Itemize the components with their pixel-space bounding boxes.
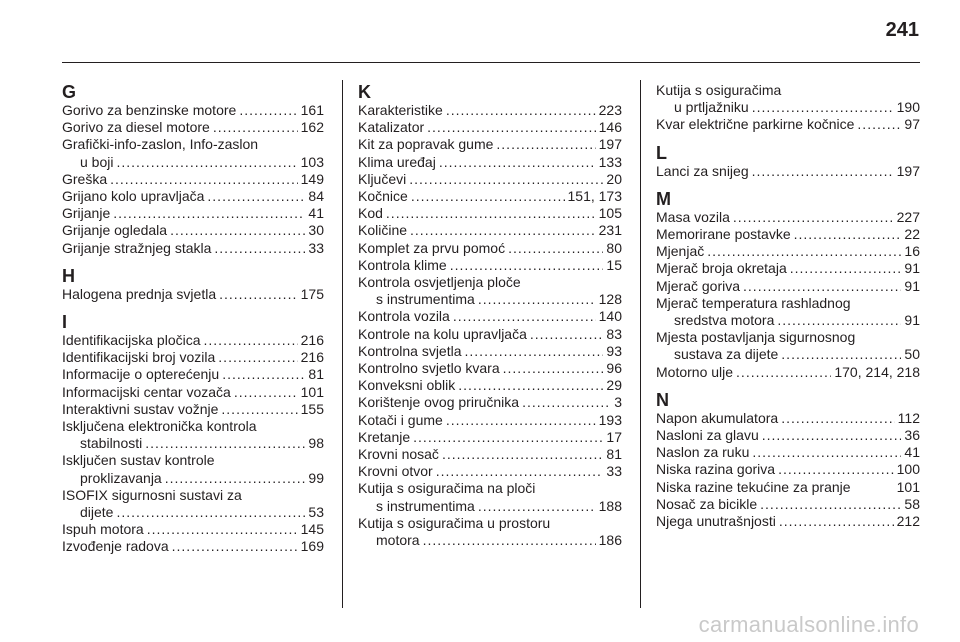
leader-dots xyxy=(778,461,894,478)
leader-dots xyxy=(496,136,595,153)
entry-text: Kontrola klime xyxy=(358,256,447,273)
leader-dots xyxy=(147,521,298,538)
entry-page: 128 xyxy=(598,291,622,308)
entry-text: Kit za popravak gume xyxy=(358,136,494,153)
leader-dots xyxy=(116,154,297,171)
entry-page: 93 xyxy=(606,342,622,359)
entry-text: Krovni otvor xyxy=(358,463,433,480)
leader-dots xyxy=(743,278,901,295)
entry-text: Isključen sustav kontrole xyxy=(62,452,215,469)
entry-text: Informacije o opterećenju xyxy=(62,366,220,383)
entry-page: 103 xyxy=(300,153,324,170)
entry-page: 91 xyxy=(904,277,920,294)
entry-text: Mjesta postavljanja sigurnosnog xyxy=(656,329,856,346)
section-letter-n: N xyxy=(656,389,669,410)
entry-subtext: sredstva motora xyxy=(674,312,775,329)
leader-dots xyxy=(478,291,596,308)
entry-text: Krovni nosač xyxy=(358,446,439,463)
entry-page: 33 xyxy=(606,463,622,480)
index-entry[interactable] xyxy=(656,461,920,478)
entry-page: 140 xyxy=(598,308,622,325)
index-entry[interactable] xyxy=(62,136,324,170)
entry-text: Lanci za snijeg xyxy=(656,162,749,179)
entry-page: 83 xyxy=(606,325,622,342)
index-entry[interactable] xyxy=(656,116,920,133)
entry-text: Isključena elektronička kontrola xyxy=(62,418,257,435)
index-entry[interactable] xyxy=(62,366,324,383)
entry-text: Kutija s osiguračima na ploči xyxy=(358,480,536,497)
index-entry[interactable] xyxy=(656,226,920,243)
index-entry[interactable] xyxy=(656,513,920,530)
entry-page: 190 xyxy=(896,99,920,116)
section-letter-i: I xyxy=(62,312,68,333)
index-entry[interactable] xyxy=(358,205,622,222)
entry-subtext: u boji xyxy=(80,153,114,170)
entry-text: Mjerač temperatura rashladnog xyxy=(656,294,851,311)
index-column-3 xyxy=(656,82,920,530)
entry-page: 105 xyxy=(598,205,622,222)
entry-text: Identifikacijski broj vozila xyxy=(62,349,216,366)
entry-text: Kontrole na kolu upravljača xyxy=(358,325,527,342)
index-entry[interactable] xyxy=(656,209,920,226)
index-entry[interactable] xyxy=(358,119,622,136)
entry-text: Grijano kolo upravljača xyxy=(62,188,205,205)
entry-page: 50 xyxy=(904,346,920,363)
entry-text: Kvar električne parkirne kočnice xyxy=(656,116,855,133)
leader-dots xyxy=(234,384,298,401)
leader-dots xyxy=(762,427,902,444)
leader-dots xyxy=(752,99,894,116)
index-entry[interactable] xyxy=(62,222,324,239)
entry-subtext: s instrumentima xyxy=(376,291,475,308)
index-entry[interactable] xyxy=(656,260,920,277)
leader-dots xyxy=(779,513,894,530)
index-entry[interactable] xyxy=(62,119,324,136)
index-entry[interactable] xyxy=(656,410,920,427)
index-entry[interactable] xyxy=(358,463,622,480)
section-letter-k: K xyxy=(358,82,371,102)
entry-page: 41 xyxy=(308,205,324,222)
entry-page: 169 xyxy=(300,538,324,555)
section-letter-l: L xyxy=(656,142,667,163)
index-entry[interactable] xyxy=(358,429,622,446)
entry-page: 162 xyxy=(300,119,324,136)
leader-dots xyxy=(423,532,596,549)
entry-text: Grijanje xyxy=(62,205,111,222)
index-entry[interactable] xyxy=(656,278,920,295)
entry-page: 3 xyxy=(614,394,622,411)
leader-dots xyxy=(781,346,901,363)
entry-page: 149 xyxy=(300,170,324,187)
entry-page: 29 xyxy=(606,377,622,394)
section-letter-h: H xyxy=(62,265,75,286)
index-entry[interactable] xyxy=(358,326,622,343)
entry-text: Kontrola osvjetljenja ploče xyxy=(358,274,521,291)
leader-dots xyxy=(465,343,604,360)
entry-page: 91 xyxy=(904,312,920,329)
leader-dots xyxy=(145,435,305,452)
leader-dots xyxy=(207,188,305,205)
entry-text: Karakteristike xyxy=(358,102,443,118)
index-entry[interactable] xyxy=(62,384,324,401)
index-entry[interactable] xyxy=(62,205,324,222)
entry-page: 81 xyxy=(606,446,622,463)
index-entry[interactable] xyxy=(656,427,920,444)
column-divider-1 xyxy=(342,80,343,608)
index-entry[interactable] xyxy=(358,154,622,171)
index-entry[interactable] xyxy=(62,171,324,188)
entry-text: Interaktivni sustav vožnje xyxy=(62,400,219,417)
index-entry[interactable] xyxy=(62,452,324,486)
entry-text: Motorno ulje xyxy=(656,363,734,380)
leader-dots xyxy=(436,463,604,480)
index-entry[interactable] xyxy=(358,446,622,463)
entry-page: 15 xyxy=(606,256,622,273)
entry-page: 97 xyxy=(904,116,920,133)
entry-page: 53 xyxy=(308,504,324,521)
entry-text: Nasloni za glavu xyxy=(656,427,759,444)
index-entry[interactable] xyxy=(358,222,622,239)
leader-dots xyxy=(170,222,305,239)
index-entry[interactable] xyxy=(358,394,622,411)
index-entry[interactable] xyxy=(62,188,324,205)
index-entry[interactable] xyxy=(62,538,324,555)
index-entry[interactable] xyxy=(358,240,622,257)
index-entry[interactable] xyxy=(656,295,920,329)
index-entry[interactable] xyxy=(358,377,622,394)
entry-page: 81 xyxy=(308,366,324,383)
entry-text: Memorirane postavke xyxy=(656,226,791,243)
entry-page: 30 xyxy=(308,222,324,239)
entry-page: 133 xyxy=(598,153,622,170)
leader-dots xyxy=(214,240,305,257)
watermark: carmanualsonline.info xyxy=(698,612,919,637)
leader-dots xyxy=(116,504,305,521)
entry-page: 36 xyxy=(904,427,920,444)
index-entry[interactable] xyxy=(656,479,920,496)
leader-dots xyxy=(707,243,901,260)
leader-dots xyxy=(446,102,596,119)
index-entry[interactable] xyxy=(62,240,324,257)
entry-text: Kotači i gume xyxy=(358,411,443,428)
entry-text: Kretanje xyxy=(358,428,411,445)
entry-text: Informacijski centar vozača xyxy=(62,383,231,400)
index-entry[interactable] xyxy=(62,487,324,521)
entry-text: Kočnice xyxy=(358,188,408,205)
entry-text: ISOFIX sigurnosni sustavi za xyxy=(62,486,242,503)
index-entry[interactable] xyxy=(62,521,324,538)
index-entry[interactable] xyxy=(656,163,920,180)
leader-dots xyxy=(113,205,305,222)
entry-text: Klima uređaj xyxy=(358,153,436,170)
entry-page: 175 xyxy=(300,285,324,302)
entry-page: 112 xyxy=(897,409,920,426)
entry-page: 96 xyxy=(606,360,622,377)
leader-dots xyxy=(478,498,596,515)
leader-dots xyxy=(857,116,901,133)
leader-dots xyxy=(794,226,902,243)
entry-page: 20 xyxy=(606,170,622,187)
entry-page: 197 xyxy=(598,136,622,153)
index-entry[interactable] xyxy=(62,286,324,303)
leader-dots xyxy=(172,538,298,555)
leader-dots xyxy=(386,205,596,222)
leader-dots xyxy=(530,326,604,343)
entry-text: Kontrolno svjetlo kvara xyxy=(358,360,500,377)
leader-dots xyxy=(439,154,596,171)
leader-dots xyxy=(427,119,595,136)
entry-page: 197 xyxy=(896,162,920,179)
leader-dots xyxy=(736,364,831,381)
index-entry[interactable] xyxy=(358,308,622,325)
index-entry[interactable] xyxy=(358,274,622,308)
entry-page: 161 xyxy=(300,102,324,118)
entry-text: Grafički-info-zaslon, Info-zaslon xyxy=(62,136,259,153)
index-entry[interactable] xyxy=(656,496,920,513)
leader-dots xyxy=(219,286,298,303)
entry-page: 151, 173 xyxy=(567,188,622,205)
entry-text: Količine xyxy=(358,222,408,239)
index-entry[interactable] xyxy=(62,349,324,366)
entry-text: Kontrola vozila xyxy=(358,308,450,325)
leader-dots xyxy=(410,222,596,239)
entry-text: Mjerač broja okretaja xyxy=(656,260,787,277)
leader-dots xyxy=(508,240,603,257)
leader-dots xyxy=(110,171,298,188)
entry-text: Napon akumulatora xyxy=(656,409,779,426)
entry-text: Mjerač goriva xyxy=(656,277,741,294)
leader-dots xyxy=(204,332,298,349)
entry-text: Konveksni oblik xyxy=(358,377,456,394)
leader-dots xyxy=(409,171,603,188)
section-letter-g: G xyxy=(62,82,77,102)
index-entry[interactable] xyxy=(358,515,622,549)
entry-subtext: proklizavanja xyxy=(80,469,162,486)
entry-page: 146 xyxy=(598,119,622,136)
entry-page: 193 xyxy=(598,411,622,428)
entry-page: 98 xyxy=(308,435,324,452)
entry-page: 227 xyxy=(896,208,920,225)
index-entry[interactable] xyxy=(358,188,622,205)
index-entry[interactable] xyxy=(656,364,920,381)
leader-dots xyxy=(450,257,604,274)
index-entry[interactable] xyxy=(656,329,920,363)
entry-page: 186 xyxy=(598,532,622,549)
leader-dots xyxy=(781,410,894,427)
entry-text: Grijanje ogledala xyxy=(62,222,168,239)
entry-text: Kod xyxy=(358,205,383,222)
leader-dots xyxy=(446,412,596,429)
index-entry[interactable] xyxy=(62,401,324,418)
entry-subtext: motora xyxy=(376,532,420,549)
leader-dots xyxy=(442,446,603,463)
entry-page: 100 xyxy=(896,461,920,478)
entry-subtext: dijete xyxy=(80,504,114,521)
index-entry[interactable] xyxy=(656,243,920,260)
entry-text: Izvođenje radova xyxy=(62,538,169,555)
leader-dots xyxy=(213,119,298,136)
entry-page: 170, 214, 218 xyxy=(834,363,920,380)
index-column-1 xyxy=(62,82,324,556)
entry-text: Niska razina goriva xyxy=(656,461,776,478)
entry-page: 91 xyxy=(904,260,920,277)
header-rule xyxy=(62,62,920,63)
index-entry[interactable] xyxy=(656,82,920,116)
entry-text: Niska razine tekućine za pranje xyxy=(656,478,851,495)
index-entry[interactable] xyxy=(358,412,622,429)
entry-page: 22 xyxy=(904,226,920,243)
index-entry[interactable] xyxy=(358,102,622,119)
index-entry[interactable] xyxy=(62,418,324,452)
entry-page: 155 xyxy=(300,400,324,417)
leader-dots xyxy=(218,349,297,366)
entry-text: Gorivo za benzinske motore xyxy=(62,102,237,118)
index-entry[interactable] xyxy=(358,257,622,274)
entry-text: Ključevi xyxy=(358,170,407,187)
leader-dots xyxy=(752,163,894,180)
entry-page: 145 xyxy=(300,521,324,538)
index-entry[interactable] xyxy=(358,171,622,188)
leader-dots xyxy=(458,377,603,394)
entry-text: Kutija s osiguračima xyxy=(656,82,782,98)
index-entry[interactable] xyxy=(358,343,622,360)
leader-dots xyxy=(239,102,297,119)
entry-page: 216 xyxy=(300,332,324,349)
entry-text: Katalizator xyxy=(358,119,425,136)
entry-subtext: stabilnosti xyxy=(80,435,143,452)
entry-page: 16 xyxy=(904,243,920,260)
leader-dots xyxy=(790,260,902,277)
entry-page: 101 xyxy=(896,478,920,495)
index-entry[interactable] xyxy=(358,136,622,153)
leader-dots xyxy=(453,308,596,325)
column-divider-2 xyxy=(640,80,641,608)
entry-page: 212 xyxy=(896,513,920,530)
entry-text: Mjenjač xyxy=(656,243,705,260)
section-letter-m: M xyxy=(656,188,671,209)
leader-dots xyxy=(777,312,901,329)
entry-text: Halogena prednja svjetla xyxy=(62,285,217,302)
entry-page: 17 xyxy=(606,428,622,445)
entry-subtext: u prtljažniku xyxy=(674,99,749,116)
leader-dots xyxy=(503,360,604,377)
entry-text: Kutija s osiguračima u prostoru xyxy=(358,514,551,531)
entry-page: 188 xyxy=(598,497,622,514)
index-entry[interactable] xyxy=(62,332,324,349)
entry-page: 101 xyxy=(300,383,324,400)
entry-text: Ispuh motora xyxy=(62,521,144,538)
entry-page: 223 xyxy=(598,102,622,118)
page-number: 241 xyxy=(885,19,919,41)
leader-dots xyxy=(165,470,306,487)
entry-text: Komplet za prvu pomoć xyxy=(358,239,506,256)
leader-dots xyxy=(221,401,297,418)
entry-text: Kontrolna svjetla xyxy=(358,342,462,359)
entry-page: 99 xyxy=(308,469,324,486)
entry-text: Nosač za bicikle xyxy=(656,495,758,512)
entry-page: 41 xyxy=(904,444,920,461)
index-entry[interactable] xyxy=(358,360,622,377)
entry-text: Njega unutrašnjosti xyxy=(656,513,776,530)
leader-dots xyxy=(411,188,565,205)
index-entry[interactable] xyxy=(62,102,324,119)
entry-page: 231 xyxy=(598,222,622,239)
entry-text: Naslon za ruku xyxy=(656,444,750,461)
entry-page: 33 xyxy=(308,239,324,256)
entry-subtext: s instrumentima xyxy=(376,497,475,514)
entry-page: 84 xyxy=(308,188,324,205)
entry-page: 216 xyxy=(300,349,324,366)
entry-text: Greška xyxy=(62,170,108,187)
leader-dots xyxy=(222,366,305,383)
leader-dots xyxy=(752,444,901,461)
leader-dots xyxy=(522,394,611,411)
leader-dots xyxy=(413,429,603,446)
leader-dots xyxy=(760,496,901,513)
entry-text: Gorivo za diesel motore xyxy=(62,119,210,136)
index-entry[interactable] xyxy=(656,444,920,461)
entry-page: 58 xyxy=(904,495,920,512)
entry-page: 80 xyxy=(606,239,622,256)
entry-text: Grijanje stražnjeg stakla xyxy=(62,239,212,256)
index-entry[interactable] xyxy=(358,480,622,514)
entry-text: Korištenje ovog priručnika xyxy=(358,394,520,411)
entry-subtext: sustava za dijete xyxy=(674,346,779,363)
index-column-2 xyxy=(358,82,622,549)
leader-dots xyxy=(733,209,894,226)
entry-text: Masa vozila xyxy=(656,208,730,225)
entry-text: Identifikacijska pločica xyxy=(62,332,201,349)
